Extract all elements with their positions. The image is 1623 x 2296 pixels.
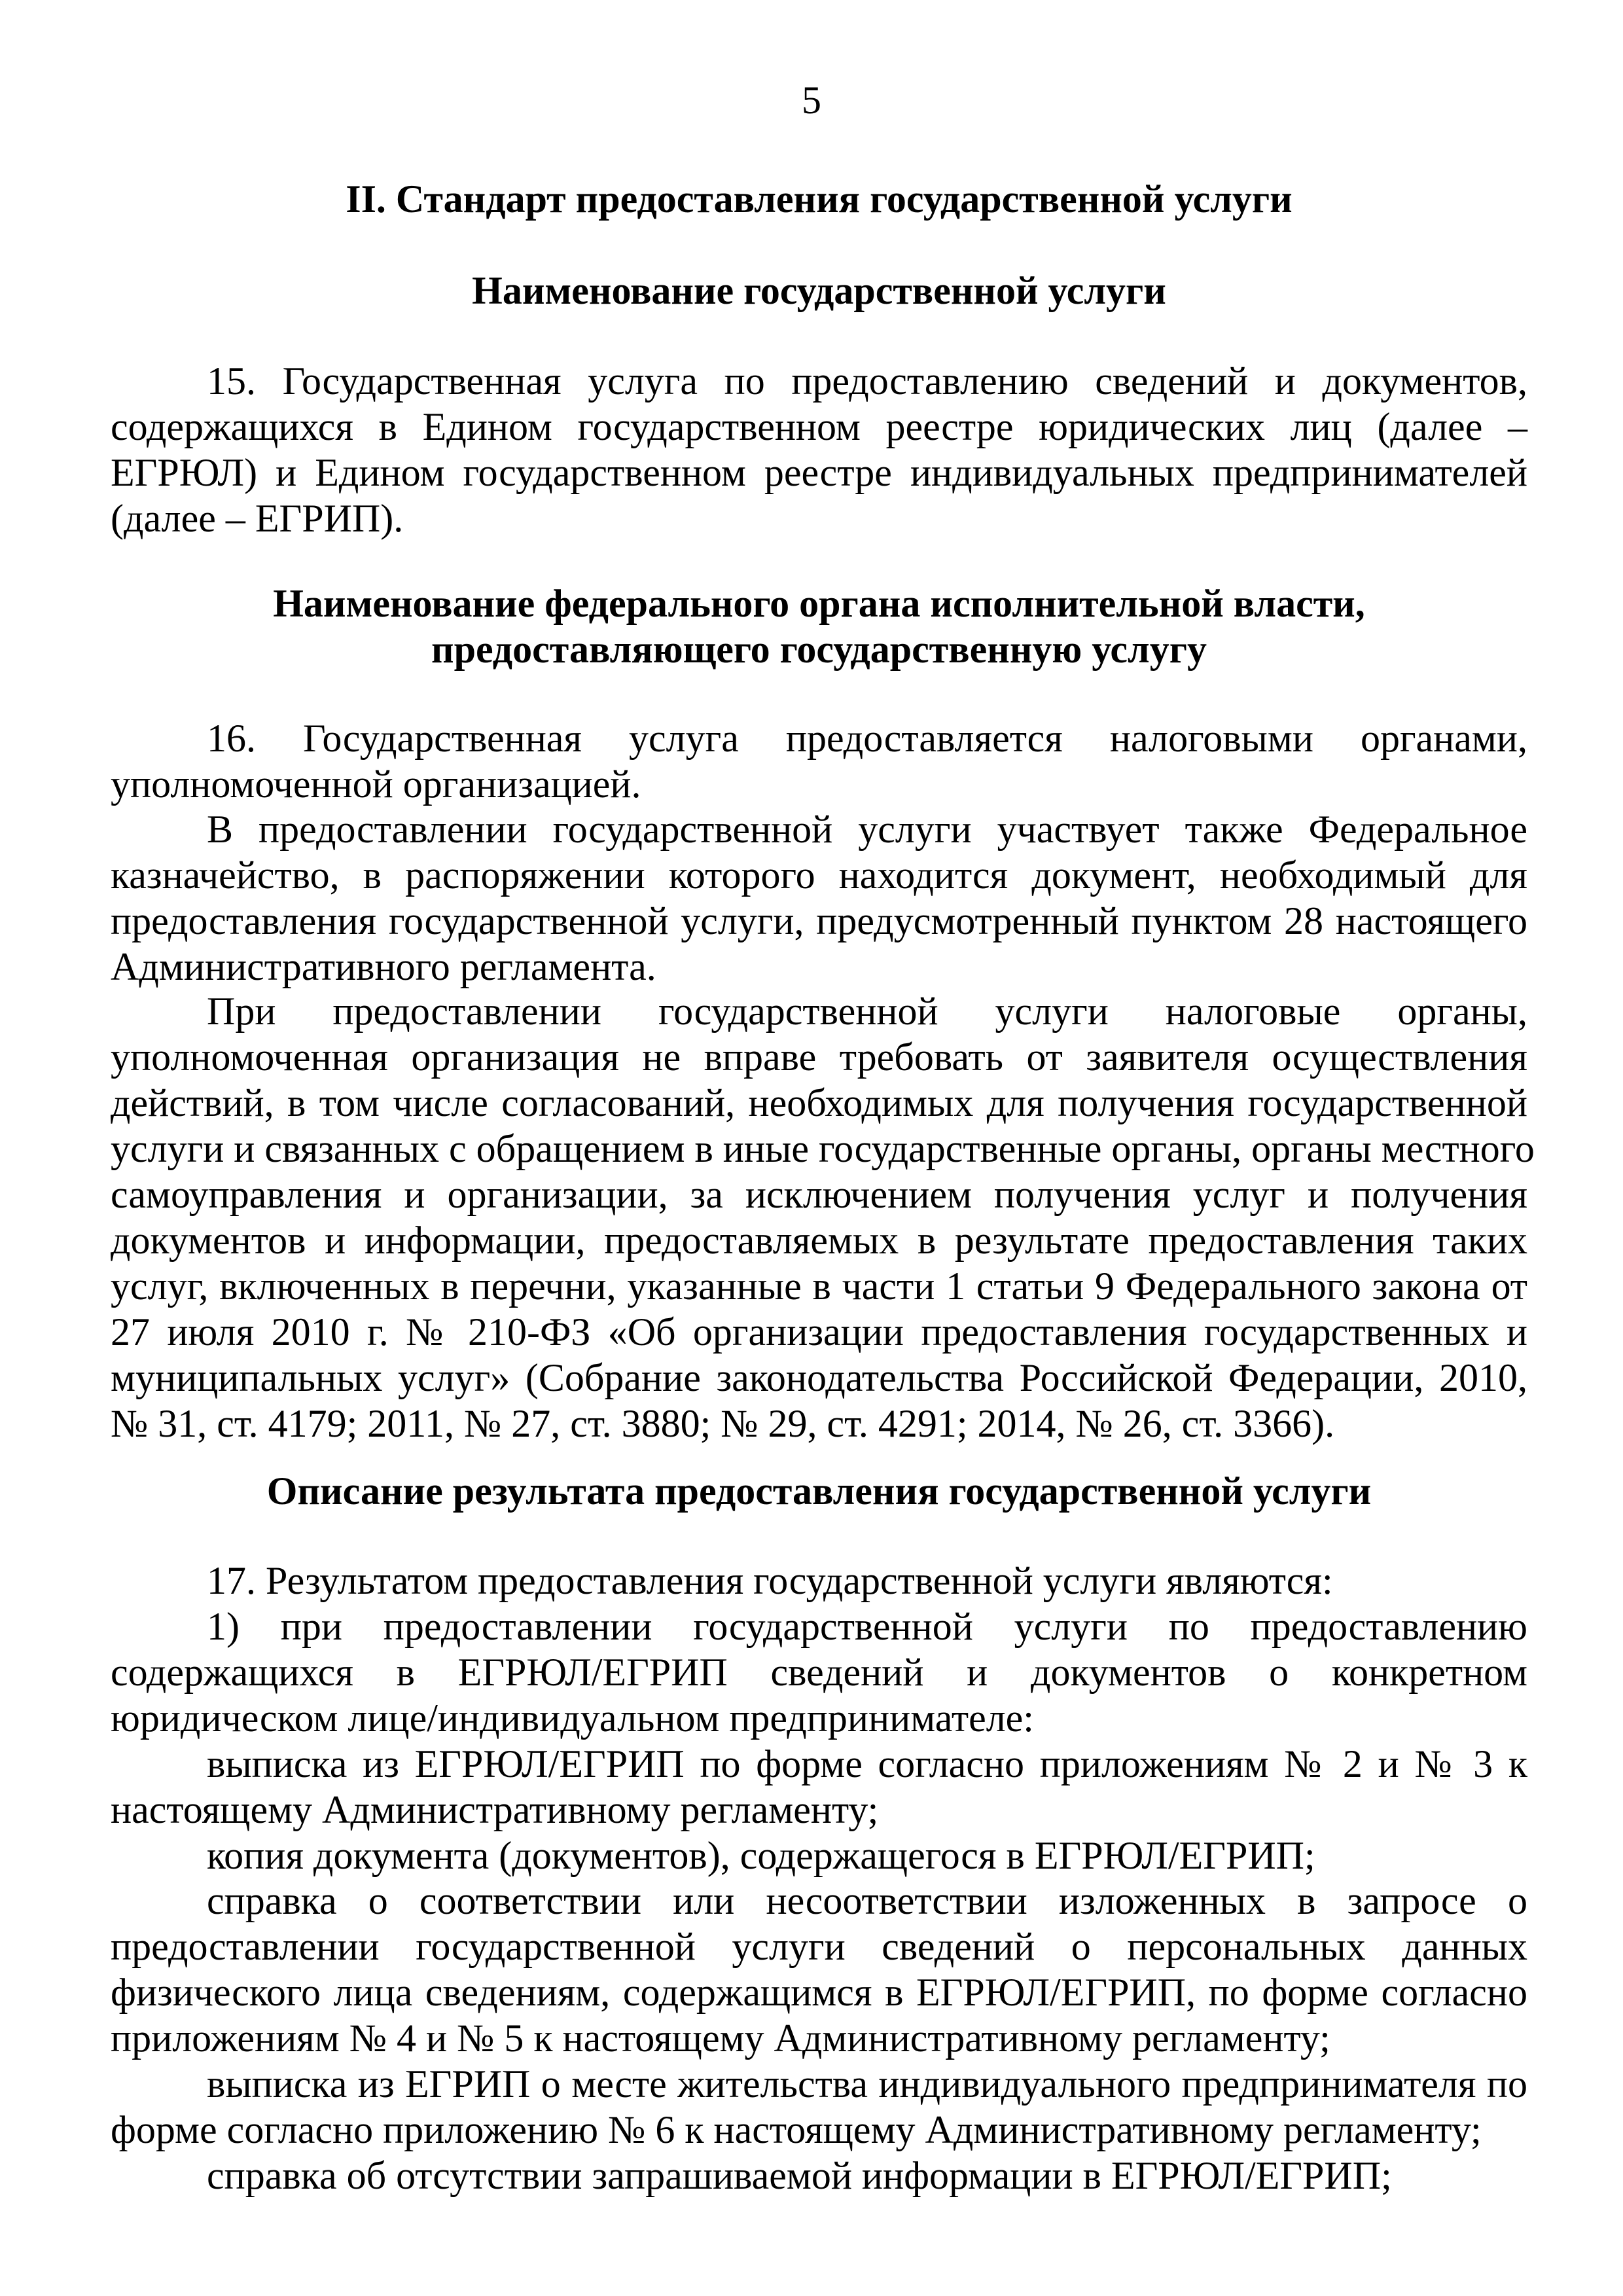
text-line: предоставляющего государственную услугу: [431, 628, 1207, 671]
section-heading: [111, 1468, 1527, 1514]
text-line: форме согласно приложению № 6 к настоящему Административному регламенту;: [111, 2108, 1482, 2151]
text-line: 16. Государственная услуга предоставляется налоговыми органами,: [207, 717, 1527, 760]
text-line: уполномоченная организация не вправе требовать от заявителя осуществления: [111, 1035, 1527, 1079]
section-heading: [111, 581, 1527, 672]
text-line: 17. Результатом предоставления государственной услуги являются:: [207, 1559, 1333, 1602]
text-line: копия документа (документов), содержащегося в ЕГРЮЛ/ЕГРИП;: [207, 1834, 1315, 1877]
paragraph: [111, 1833, 1527, 1878]
paragraph: [111, 2061, 1527, 2153]
text-line: юридическом лице/индивидуальном предпринимателе:: [111, 1696, 1034, 1740]
section-heading: [111, 268, 1527, 314]
text-line: казначейство, в распоряжении которого находится документ, необходимый для: [111, 853, 1527, 897]
text-line: самоуправления и организации, за исключением получения услуг и получения: [111, 1173, 1527, 1216]
text-line: 1) при предоставлении государственной услуги по предоставлению: [207, 1605, 1527, 1648]
text-line: 15. Государственная услуга по предоставлению сведений и документов,: [207, 359, 1527, 403]
text-line: (далее – ЕГРИП).: [111, 497, 404, 540]
text-line: настоящему Административному регламенту;: [111, 1788, 879, 1831]
text-line: документов и информации, предоставляемых в результате предоставления таких: [111, 1219, 1527, 1262]
paragraph: [111, 1741, 1527, 1833]
paragraph: [111, 1558, 1527, 1604]
text-line: № 31, ст. 4179; 2011, № 27, ст. 3880; № 29, ст. 4291; 2014, № 26, ст. 3366).: [111, 1402, 1335, 1445]
paragraph: [111, 1878, 1527, 2061]
text-line: предоставления государственной услуги, предусмотренный пунктом 28 настоящего: [111, 899, 1527, 942]
text-line: справка об отсутствии запрашиваемой информации в ЕГРЮЛ/ЕГРИП;: [207, 2154, 1392, 2197]
text-line: ЕГРЮЛ) и Едином государственном реестре индивидуальных предпринимателей: [111, 451, 1527, 494]
text-line: Описание результата предоставления государственной услуги: [266, 1469, 1372, 1513]
text-line: уполномоченной организацией.: [111, 762, 641, 806]
page-number: 5: [802, 79, 821, 122]
text-line: 27 июля 2010 г. № 210-ФЗ «Об организации предоставления государственных и: [111, 1310, 1527, 1354]
text-line: услуги и связанных с обращением в иные государственные органы, органы местного: [111, 1127, 1535, 1170]
text-line: услуг, включенных в перечни, указанные в части 1 статьи 9 Федерального закона от: [111, 1265, 1527, 1308]
paragraph: [111, 2153, 1527, 2198]
text-line: содержащихся в ЕГРЮЛ/ЕГРИП сведений и документов о конкретном: [111, 1651, 1527, 1694]
text-line: физического лица сведениям, содержащимся в ЕГРЮЛ/ЕГРИП, по форме согласно: [111, 1971, 1527, 2014]
section-title: II. Стандарт предоставления государственной услуги: [346, 177, 1293, 221]
text-line: выписка из ЕГРИП о месте жительства индивидуального предпринимателя по: [207, 2062, 1527, 2106]
paragraph: [111, 358, 1527, 541]
text-line: Наименование государственной услуги: [472, 269, 1166, 312]
text-line: При предоставлении государственной услуги налоговые органы,: [207, 990, 1527, 1033]
paragraph: [111, 806, 1527, 990]
text-line: Административного регламента.: [111, 945, 656, 988]
text-line: предоставлении государственной услуги сведений о персональных данных: [111, 1925, 1527, 1968]
text-line: Наименование федерального органа исполнительной власти,: [273, 582, 1365, 625]
text-line: В предоставлении государственной услуги участвует также Федеральное: [207, 808, 1527, 851]
text-line: приложениям № 4 и № 5 к настоящему Административному регламенту;: [111, 2017, 1330, 2060]
text-line: действий, в том числе согласований, необходимых для получения государственной: [111, 1081, 1527, 1124]
paragraph: [111, 988, 1535, 1446]
text-line: выписка из ЕГРЮЛ/ЕГРИП по форме согласно приложениям № 2 и № 3 к: [207, 1742, 1527, 1785]
text-line: муниципальных услуг» (Собрание законодательства Российской Федерации, 2010,: [111, 1356, 1527, 1399]
text-line: справка о соответствии или несоответствии изложенных в запросе о: [207, 1879, 1527, 1922]
text-line: содержащихся в Едином государственном реестре юридических лиц (далее –: [111, 405, 1527, 448]
paragraph: [111, 1604, 1527, 1741]
paragraph: [111, 715, 1527, 807]
